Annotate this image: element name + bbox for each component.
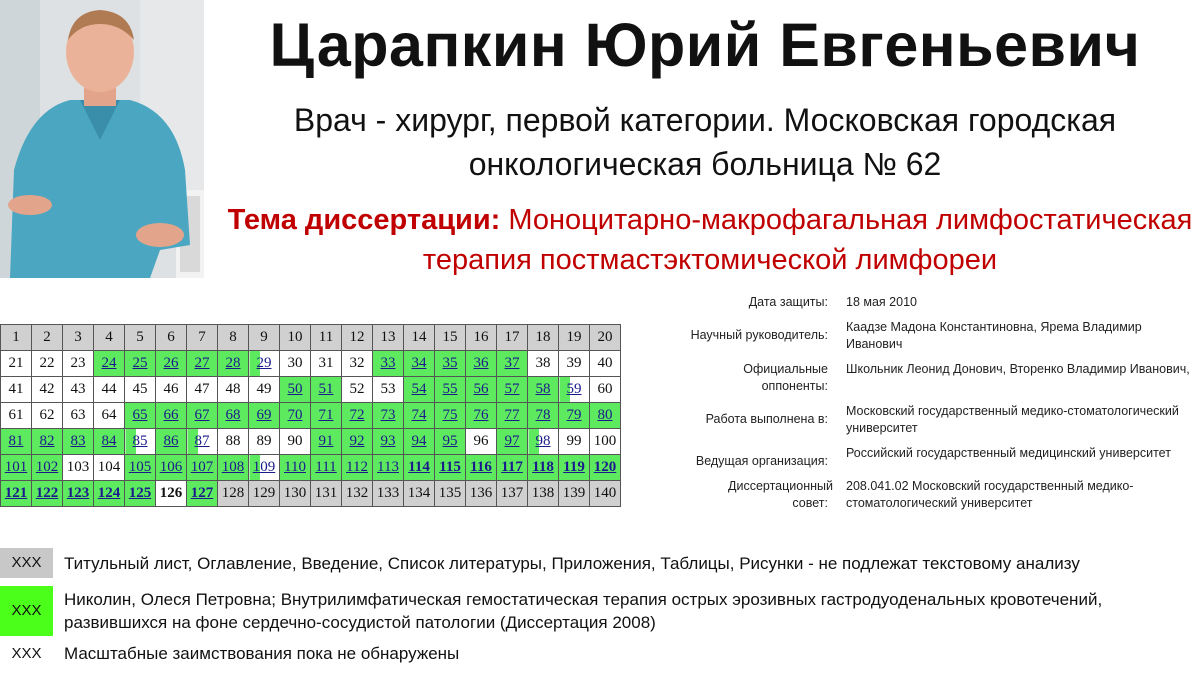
info-label: Ведущая организация: — [695, 454, 828, 468]
info-label: Работа выполнена в: — [705, 412, 828, 426]
page-cell-127[interactable]: 127 — [187, 481, 218, 507]
page-cell-94[interactable]: 94 — [404, 429, 435, 455]
page-cell-49: 49 — [249, 377, 280, 403]
page-cell-42: 42 — [32, 377, 63, 403]
page-cell-108[interactable]: 108 — [218, 455, 249, 481]
page-cell-44: 44 — [94, 377, 125, 403]
info-value: 18 мая 2010 — [846, 295, 917, 309]
page-cell-63: 63 — [63, 403, 94, 429]
info-value: 208.041.02 Московский государственный медико-стоматологический университет — [846, 479, 1134, 510]
page-cell-21: 21 — [1, 351, 32, 377]
page-cell-99: 99 — [559, 429, 590, 455]
page-cell-9: 9 — [249, 325, 280, 351]
page-cell-6: 6 — [156, 325, 187, 351]
page-cell-133: 133 — [373, 481, 404, 507]
portrait-photo — [0, 0, 204, 278]
page-cell-50[interactable]: 50 — [280, 377, 311, 403]
page-cell-55[interactable]: 55 — [435, 377, 466, 403]
page-cell-111[interactable]: 111 — [311, 455, 342, 481]
legend-swatch: XXX — [0, 586, 53, 636]
legend-text: Титульный лист, Оглавление, Введение, Список литературы, Приложения, Таблицы, Рисунки - не подлежат текстовому анализу — [64, 554, 1080, 573]
page-cell-45: 45 — [125, 377, 156, 403]
page-cell-106[interactable]: 106 — [156, 455, 187, 481]
page-cell-128: 128 — [218, 481, 249, 507]
page-cell-34[interactable]: 34 — [404, 351, 435, 377]
page-cell-58[interactable]: 58 — [528, 377, 559, 403]
page-cell-98[interactable]: 98 — [528, 429, 559, 455]
page-cell-125[interactable]: 125 — [125, 481, 156, 507]
page-cell-4: 4 — [94, 325, 125, 351]
page-cell-65[interactable]: 65 — [125, 403, 156, 429]
dissertation-topic — [210, 200, 1200, 280]
page-cell-105[interactable]: 105 — [125, 455, 156, 481]
page-cell-85[interactable]: 85 — [125, 429, 156, 455]
legend-text: Масштабные заимствования пока не обнаружены — [64, 644, 460, 663]
page-cell-68[interactable]: 68 — [218, 403, 249, 429]
page-grid — [0, 324, 621, 507]
page-cell-84[interactable]: 84 — [94, 429, 125, 455]
page-cell-110[interactable]: 110 — [280, 455, 311, 481]
page-cell-113[interactable]: 113 — [373, 455, 404, 481]
legend-text: Николин, Олеся Петровна; Внутрилимфатическая гемостатическая терапия острых эрозивных гастродуоденальных кровотечений, развившихся на фоне сердечно-сосудистой патологии (Диссертация 2008) — [64, 590, 1103, 632]
page-cell-33[interactable]: 33 — [373, 351, 404, 377]
page-cell-116[interactable]: 116 — [466, 455, 497, 481]
page-cell-17: 17 — [497, 325, 528, 351]
page-cell-37[interactable]: 37 — [497, 351, 528, 377]
page-cell-43: 43 — [63, 377, 94, 403]
page-cell-41: 41 — [1, 377, 32, 403]
page-cell-5: 5 — [125, 325, 156, 351]
page-cell-27[interactable]: 27 — [187, 351, 218, 377]
page-cell-130: 130 — [280, 481, 311, 507]
page-cell-104: 104 — [94, 455, 125, 481]
page-cell-72[interactable]: 72 — [342, 403, 373, 429]
page-cell-97[interactable]: 97 — [497, 429, 528, 455]
page-cell-115[interactable]: 115 — [435, 455, 466, 481]
page-cell-109[interactable]: 109 — [249, 455, 280, 481]
page-cell-2: 2 — [32, 325, 63, 351]
info-label: Диссертационный совет: — [728, 479, 833, 510]
page-cell-96: 96 — [466, 429, 497, 455]
page-cell-71[interactable]: 71 — [311, 403, 342, 429]
page-cell-14: 14 — [404, 325, 435, 351]
page-cell-12: 12 — [342, 325, 373, 351]
info-value: Школьник Леонид Донович, Вторенко Владимир Иванович, — [846, 362, 1190, 376]
page-cell-120[interactable]: 120 — [590, 455, 621, 481]
info-row-date — [660, 294, 1200, 311]
page-cell-51[interactable]: 51 — [311, 377, 342, 403]
page-cell-92[interactable]: 92 — [342, 429, 373, 455]
page-cell-11: 11 — [311, 325, 342, 351]
page-cell-138: 138 — [528, 481, 559, 507]
page-cell-60: 60 — [590, 377, 621, 403]
page-cell-62: 62 — [32, 403, 63, 429]
info-value: Каадзе Мадона Константиновна, Ярема Владимир Иванович — [846, 320, 1142, 351]
page-cell-80[interactable]: 80 — [590, 403, 621, 429]
page-cell-24[interactable]: 24 — [94, 351, 125, 377]
page-cell-13: 13 — [373, 325, 404, 351]
page-cell-26[interactable]: 26 — [156, 351, 187, 377]
page-cell-77[interactable]: 77 — [497, 403, 528, 429]
page-cell-124[interactable]: 124 — [94, 481, 125, 507]
page-cell-131: 131 — [311, 481, 342, 507]
page-cell-73[interactable]: 73 — [373, 403, 404, 429]
page-cell-87[interactable]: 87 — [187, 429, 218, 455]
page-cell-28[interactable]: 28 — [218, 351, 249, 377]
page-cell-40: 40 — [590, 351, 621, 377]
info-row-supervisor — [660, 319, 1200, 353]
page-cell-90: 90 — [280, 429, 311, 455]
page-cell-126: 126 — [156, 481, 187, 507]
page-cell-46: 46 — [156, 377, 187, 403]
page-cell-38: 38 — [528, 351, 559, 377]
page-cell-18: 18 — [528, 325, 559, 351]
info-label: Дата защиты: — [748, 295, 828, 309]
page-cell-82[interactable]: 82 — [32, 429, 63, 455]
topic-label: Тема диссертации: — [227, 204, 501, 236]
page-cell-112[interactable]: 112 — [342, 455, 373, 481]
page-cell-8: 8 — [218, 325, 249, 351]
page-cell-95[interactable]: 95 — [435, 429, 466, 455]
page-cell-30: 30 — [280, 351, 311, 377]
info-value: Российский государственный медицинский университет — [846, 446, 1171, 460]
page-cell-70[interactable]: 70 — [280, 403, 311, 429]
page-cell-3: 3 — [63, 325, 94, 351]
page-cell-139: 139 — [559, 481, 590, 507]
page-cell-66[interactable]: 66 — [156, 403, 187, 429]
page-cell-107[interactable]: 107 — [187, 455, 218, 481]
page-cell-23: 23 — [63, 351, 94, 377]
info-value: Московский государственный медико-стоматологический университет — [846, 404, 1179, 435]
page-cell-134: 134 — [404, 481, 435, 507]
page-cell-123[interactable]: 123 — [63, 481, 94, 507]
page-cell-103: 103 — [63, 455, 94, 481]
page-cell-1: 1 — [1, 325, 32, 351]
page-cell-16: 16 — [466, 325, 497, 351]
page-cell-56[interactable]: 56 — [466, 377, 497, 403]
page-cell-118[interactable]: 118 — [528, 455, 559, 481]
page-cell-81[interactable]: 81 — [1, 429, 32, 455]
page-cell-100: 100 — [590, 429, 621, 455]
topic-title: Моноцитарно-макрофагальная лимфостатическая терапия постмастэктомической лимфореи — [422, 204, 1193, 276]
page-cell-129: 129 — [249, 481, 280, 507]
page-cell-15: 15 — [435, 325, 466, 351]
page-cell-31: 31 — [311, 351, 342, 377]
page-cell-48: 48 — [218, 377, 249, 403]
page-cell-119[interactable]: 119 — [559, 455, 590, 481]
person-position: Врач - хирург, первой категории. Московская городская онкологическая больница № 62 — [293, 102, 1117, 182]
page-cell-69[interactable]: 69 — [249, 403, 280, 429]
legend-swatch: XXX — [0, 642, 53, 666]
page-cell-19: 19 — [559, 325, 590, 351]
page-cell-7: 7 — [187, 325, 218, 351]
page-cell-32: 32 — [342, 351, 373, 377]
page-cell-93[interactable]: 93 — [373, 429, 404, 455]
legend-swatch: XXX — [0, 548, 53, 578]
page-cell-101[interactable]: 101 — [1, 455, 32, 481]
page-cell-64: 64 — [94, 403, 125, 429]
page-cell-10: 10 — [280, 325, 311, 351]
page-cell-47: 47 — [187, 377, 218, 403]
page-cell-122[interactable]: 122 — [32, 481, 63, 507]
page-cell-136: 136 — [466, 481, 497, 507]
page-cell-83[interactable]: 83 — [63, 429, 94, 455]
page-cell-57[interactable]: 57 — [497, 377, 528, 403]
info-row-lead-org — [660, 445, 1200, 470]
page-cell-22: 22 — [32, 351, 63, 377]
page-cell-78[interactable]: 78 — [528, 403, 559, 429]
page-cell-54[interactable]: 54 — [404, 377, 435, 403]
page-cell-88: 88 — [218, 429, 249, 455]
page-cell-75[interactable]: 75 — [435, 403, 466, 429]
page-cell-61: 61 — [1, 403, 32, 429]
page-cell-117[interactable]: 117 — [497, 455, 528, 481]
page-cell-36[interactable]: 36 — [466, 351, 497, 377]
info-row-institution — [660, 403, 1200, 437]
page-cell-140: 140 — [590, 481, 621, 507]
page-cell-76[interactable]: 76 — [466, 403, 497, 429]
page-cell-29[interactable]: 29 — [249, 351, 280, 377]
page-cell-20: 20 — [590, 325, 621, 351]
page-cell-25[interactable]: 25 — [125, 351, 156, 377]
page-cell-74[interactable]: 74 — [404, 403, 435, 429]
page-cell-114[interactable]: 114 — [404, 455, 435, 481]
info-row-opponents — [660, 361, 1200, 395]
info-label: Официальные оппоненты: — [743, 362, 828, 393]
page-cell-79[interactable]: 79 — [559, 403, 590, 429]
page-cell-89: 89 — [249, 429, 280, 455]
page-cell-35[interactable]: 35 — [435, 351, 466, 377]
info-row-council — [660, 478, 1200, 512]
page-cell-59[interactable]: 59 — [559, 377, 590, 403]
page-cell-67[interactable]: 67 — [187, 403, 218, 429]
page-cell-52: 52 — [342, 377, 373, 403]
page-cell-53: 53 — [373, 377, 404, 403]
page-cell-132: 132 — [342, 481, 373, 507]
person-name: Царапкин Юрий Евгеньевич — [269, 11, 1141, 79]
info-label: Научный руководитель: — [690, 328, 828, 342]
page-cell-137: 137 — [497, 481, 528, 507]
page-cell-91[interactable]: 91 — [311, 429, 342, 455]
page-cell-135: 135 — [435, 481, 466, 507]
info-table — [660, 294, 1200, 520]
page-cell-121[interactable]: 121 — [1, 481, 32, 507]
page-cell-102[interactable]: 102 — [32, 455, 63, 481]
page-cell-86[interactable]: 86 — [156, 429, 187, 455]
page-cell-39: 39 — [559, 351, 590, 377]
